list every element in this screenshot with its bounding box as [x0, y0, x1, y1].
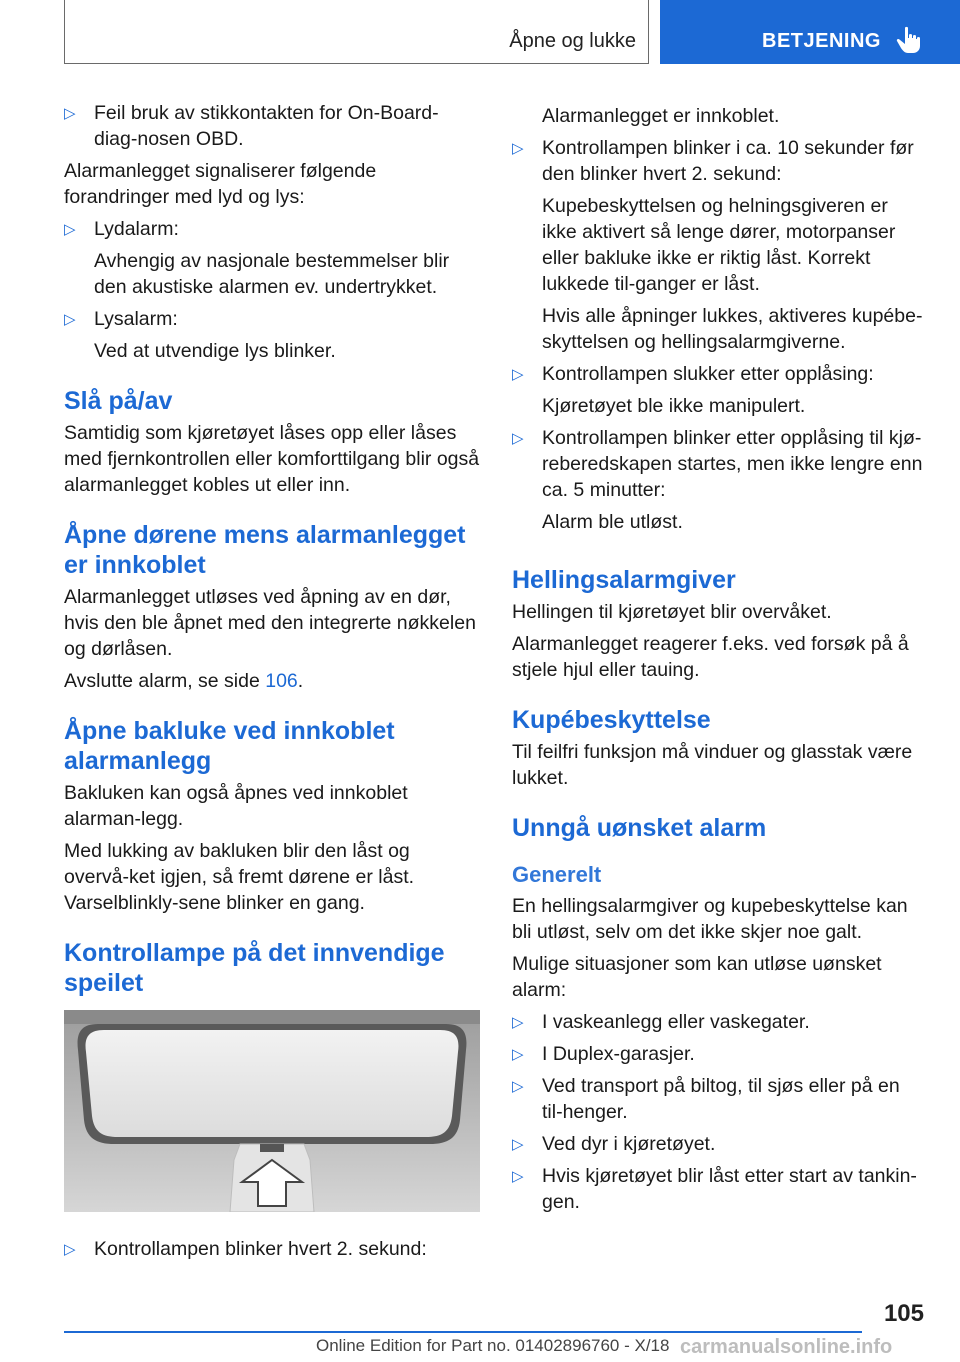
paragraph: Bakluken kan også åpnes ved innkoblet alarman-legg. [64, 782, 408, 830]
paragraph: Alarmanlegget signaliserer følgende forandringer med lyd og lys: [64, 160, 377, 208]
paragraph: En hellingsalarmgiver og kupebeskyttelse kan bli utløst, selv om det ikke skjer noe galt. [512, 895, 908, 943]
list-item-detail: Kjøretøyet ble ikke manipulert. [542, 395, 806, 417]
list-item-detail: Alarm ble utløst. [542, 511, 683, 533]
paragraph: Hellingen til kjøretøyet blir overvåket. [512, 601, 832, 623]
list-item: ▷ Lysalarm: [64, 306, 480, 332]
list-item-detail: Hvis alle åpninger lukkes, aktiveres kupébe-skyttelsen og hellingsalarmgiverne. [542, 305, 923, 353]
bullet-triangle-icon: ▷ [512, 140, 524, 157]
bullet-triangle-icon: ▷ [64, 1241, 76, 1258]
heading-unnga-alarm: Unngå uønsket alarm [512, 814, 767, 842]
subheading-generelt: Generelt [512, 862, 602, 887]
paragraph: Med lukking av bakluken blir den låst og overvå-ket igjen, så fremt dørene er låst. Varselblinkly-sene blinker en gang. [64, 840, 415, 914]
bullet-triangle-icon: ▷ [512, 1014, 524, 1031]
list-item: ▷ Kontrollampen blinker etter opplåsing til kjø-reberedskapen startes, men ikke lengre enn ca. 5 minutter: [512, 427, 923, 501]
rearview-mirror-image [64, 1010, 480, 1212]
list-item: ▷ I Duplex-garasjer. [512, 1041, 924, 1067]
watermark: carmanualsonline.info [680, 1336, 893, 1358]
page-link-106[interactable]: 106 [265, 670, 298, 692]
paragraph: Til feilfri funksjon må vinduer og glasstak være lukket. [512, 741, 913, 789]
heading-apne-dorene: Åpne dørene mens alarmanlegget er innkoblet [64, 521, 466, 579]
list-item: ▷ Kontrollampen blinker i ca. 10 sekunder før den blinker hvert 2. sekund: [512, 137, 914, 185]
chapter-tab-label: BETJENING [762, 30, 881, 52]
bullet-triangle-icon: ▷ [64, 311, 76, 328]
header-section-box [64, 0, 649, 64]
list-item: ▷ Ved transport på biltog, til sjøs eller på en til-henger. [512, 1075, 900, 1123]
paragraph: Mulige situasjoner som kan utløse uønsket alarm: [512, 953, 882, 1001]
list-item-detail: Kupebeskyttelsen og helningsgiveren er ikke aktivert så lenge dører, motorpanser eller bakluke ikke er riktig låst. Korrekt lukkede til-ganger er låst. [542, 195, 896, 295]
paragraph-avslutte: Avslutte alarm, se side 106. [64, 670, 304, 692]
bullet-triangle-icon: ▷ [64, 221, 76, 238]
right-column [512, 103, 924, 1221]
list-item: ▷ Kontrollampen slukker etter opplåsing: [512, 361, 924, 387]
list-item: ▷ Kontrollampen blinker hvert 2. sekund: [64, 1236, 480, 1262]
footer-edition: Online Edition for Part no. 01402896760 - X/18 [316, 1336, 670, 1355]
heading-hellingsalarmgiver: Hellingsalarmgiver [512, 566, 736, 594]
heading-kupebeskyttelse: Kupébeskyttelse [512, 706, 711, 734]
list-item: ▷ I vaskeanlegg eller vaskegater. [512, 1009, 924, 1035]
paragraph: Alarmanlegget reagerer f.eks. ved forsøk på å stjele hjul eller tauing. [512, 633, 909, 681]
list-item-detail: Avhengig av nasjonale bestemmelser blir den akustiske alarmen ev. undertrykket. [94, 250, 450, 298]
heading-sla-pa-av: Slå på/av [64, 387, 173, 415]
bullet-triangle-icon: ▷ [512, 366, 524, 383]
footer-divider [64, 1331, 862, 1333]
section-title: Åpne og lukke [509, 30, 636, 52]
list-item: ▷ Lydalarm: [64, 216, 480, 242]
left-column [64, 100, 480, 1268]
paragraph: Samtidig som kjøretøyet låses opp eller låses med fjernkontrollen eller komforttilgang blir også alarmanlegget kobles ut eller inn. [64, 422, 480, 496]
heading-apne-bakluke: Åpne bakluke ved innkoblet alarmanlegg [64, 717, 395, 775]
bullet-triangle-icon: ▷ [512, 1168, 524, 1185]
bullet-triangle-icon: ▷ [512, 430, 524, 447]
list-item-detail: Alarmanlegget er innkoblet. [542, 105, 780, 127]
list-item: ▷ Ved dyr i kjøretøyet. [512, 1131, 924, 1157]
list-item: ▷ Feil bruk av stikkontakten for On-Board-diag-nosen OBD. [64, 102, 439, 150]
paragraph: Alarmanlegget utløses ved åpning av en dør, hvis den ble åpnet med den integrerte nøkkelen og dørlåsen. [64, 586, 476, 660]
chapter-tab[interactable] [660, 0, 960, 64]
page-number: 105 [883, 1300, 924, 1327]
list-item-detail: Ved at utvendige lys blinker. [94, 340, 336, 362]
heading-kontrollampe: Kontrollampe på det innvendige speilet [64, 939, 445, 997]
bullet-triangle-icon: ▷ [512, 1078, 524, 1095]
bullet-triangle-icon: ▷ [512, 1136, 524, 1153]
hand-pointer-icon [896, 26, 922, 54]
list-item: ▷ Hvis kjøretøyet blir låst etter start av tankin-gen. [512, 1165, 917, 1213]
bullet-triangle-icon: ▷ [512, 1046, 524, 1063]
bullet-triangle-icon: ▷ [64, 105, 76, 122]
